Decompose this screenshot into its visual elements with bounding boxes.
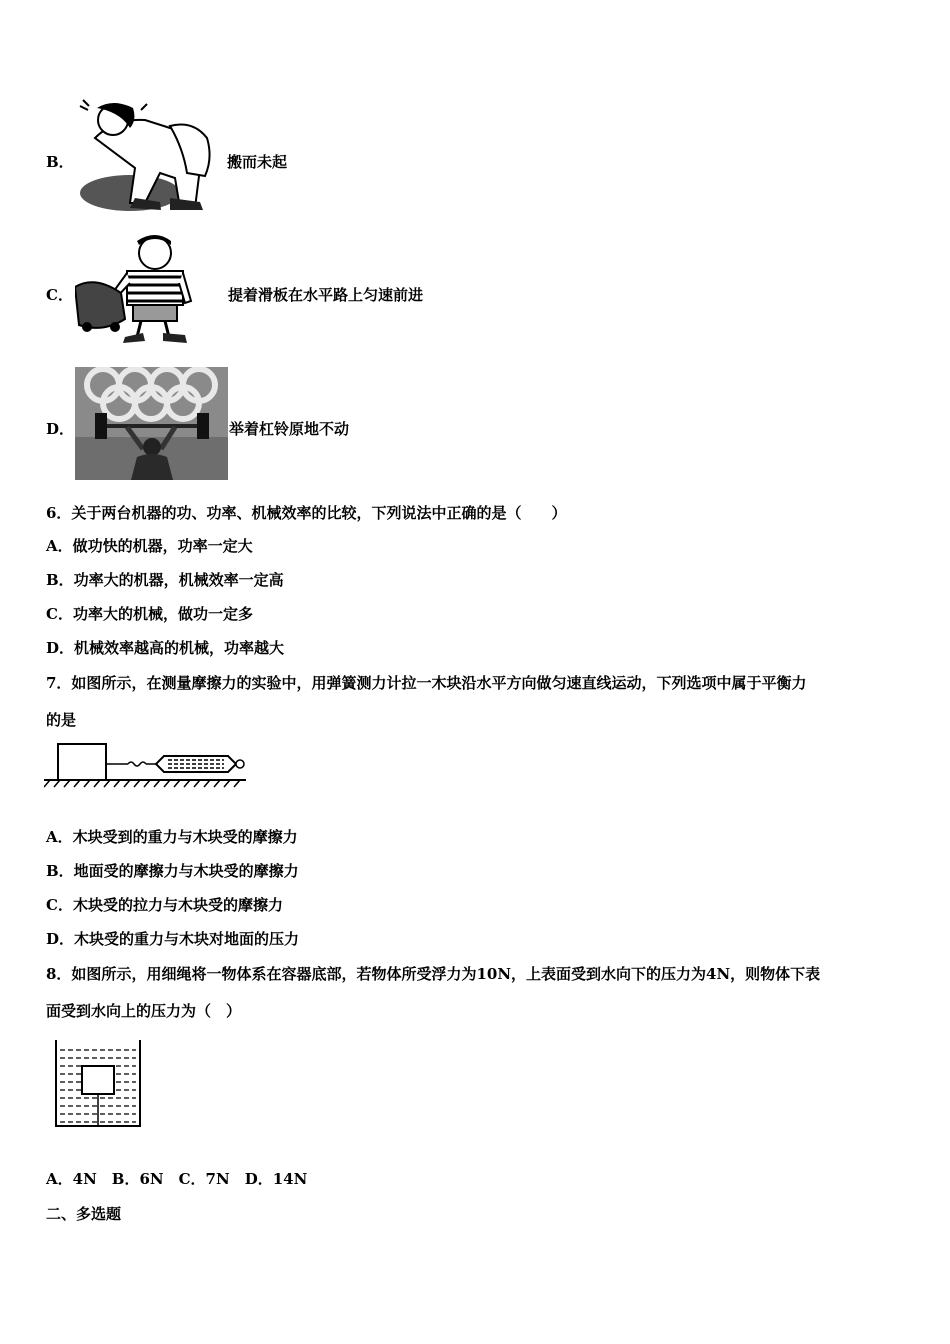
- spring-scale-block-diagram: [44, 740, 246, 790]
- q5-option-d-text: 举着杠铃原地不动: [229, 420, 350, 438]
- q5-option-c-text: 提着滑板在水平路上匀速前进: [228, 286, 424, 304]
- q7-option-a: A．木块受到的重力与木块受的摩擦力: [46, 828, 298, 846]
- container-with-submerged-block-diagram: [54, 1038, 142, 1130]
- girl-lifting-stone-figure: [75, 98, 215, 214]
- q5-option-d-label: D．: [46, 420, 75, 438]
- q6-option-a: A．做功快的机器，功率一定大: [46, 537, 253, 555]
- q6-option-d: D．机械效率越高的机械，功率越大: [46, 639, 285, 657]
- section-title: 二、多选题: [46, 1205, 122, 1223]
- q7-option-b: B．地面受的摩擦力与木块受的摩擦力: [46, 862, 299, 880]
- q8-stem-line1: 8．如图所示，用细绳将一物体系在容器底部，若物体所受浮力为10N，上表面受到水向下的压力为4N，则物体下表: [46, 965, 821, 983]
- q5-option-c-label: C．: [46, 286, 73, 304]
- q8-options: A．4N B．6N C．7N D．14N: [46, 1170, 308, 1188]
- q5-option-b-text: 搬而未起: [227, 153, 288, 171]
- q7-option-c: C．木块受的拉力与木块受的摩擦力: [46, 896, 283, 914]
- q6-option-c: C．功率大的机械，做功一定多: [46, 605, 253, 623]
- q8-stem-line2: 面受到水向上的压力为（ ）: [46, 1002, 242, 1020]
- q5-option-b-label: B．: [46, 153, 74, 171]
- q6-option-b: B．功率大的机器，机械效率一定高: [46, 571, 284, 589]
- weightlifter-photo: [75, 367, 228, 480]
- q6-stem: 6．关于两台机器的功、功率、机械效率的比较，下列说法中正确的是（ ）: [46, 504, 567, 522]
- boy-carrying-skateboard-figure: [75, 235, 210, 347]
- q7-stem-line2: 的是: [46, 711, 77, 729]
- q7-stem-line1: 7．如图所示，在测量摩擦力的实验中，用弹簧测力计拉一木块沿水平方向做匀速直线运动，下列选项中属于平衡力: [46, 674, 807, 692]
- q7-option-d: D．木块受的重力与木块对地面的压力: [46, 930, 300, 948]
